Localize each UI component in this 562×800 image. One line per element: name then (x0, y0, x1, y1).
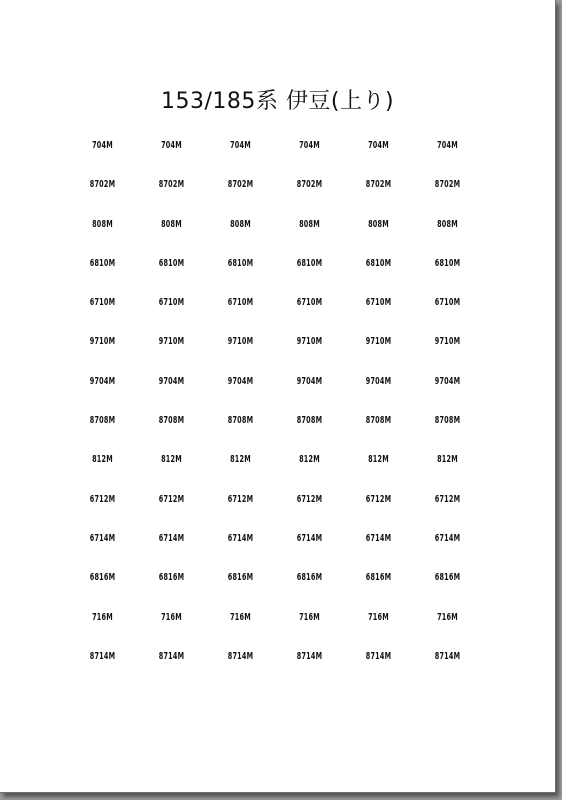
train-number-label: 6712M (89, 493, 116, 505)
train-number-label: 716M (92, 611, 113, 623)
train-number-label: 9704M (227, 375, 254, 387)
train-number-label: 8708M (434, 415, 461, 427)
train-number-label: 6712M (158, 493, 185, 505)
train-number-label: 812M (299, 454, 320, 466)
train-number-label: 9710M (365, 336, 392, 348)
train-number-label: 812M (92, 454, 113, 466)
train-number-label: 6816M (296, 572, 323, 584)
train-number-label: 6712M (365, 493, 392, 505)
train-number-label: 8714M (89, 650, 116, 662)
train-number-label: 8702M (296, 179, 323, 191)
train-number-label: 9710M (227, 336, 254, 348)
train-number-label: 8702M (89, 179, 116, 191)
train-number-label: 704M (92, 140, 113, 151)
train-number-label: 6810M (227, 257, 254, 269)
train-number-label: 6810M (89, 257, 116, 269)
train-number-label: 8714M (365, 650, 392, 662)
train-number-label: 8702M (227, 179, 254, 191)
train-number-label: 9704M (89, 375, 116, 387)
train-number-label: 6816M (158, 572, 185, 584)
train-number-label: 6714M (434, 532, 461, 544)
train-number-label: 8708M (296, 415, 323, 427)
train-number-label: 716M (299, 611, 320, 623)
train-number-label: 8714M (434, 650, 461, 662)
train-number-label: 6714M (365, 532, 392, 544)
train-number-label: 8714M (227, 650, 254, 662)
train-number-label: 6710M (365, 297, 392, 309)
train-number-label: 6714M (296, 532, 323, 544)
train-number-label: 704M (437, 140, 458, 151)
train-number-label: 6714M (158, 532, 185, 544)
train-number-label: 812M (437, 454, 458, 466)
label-grid (68, 139, 482, 689)
train-number-label: 704M (230, 140, 251, 151)
train-number-label: 808M (299, 218, 320, 230)
train-number-label: 808M (230, 218, 251, 230)
train-number-label: 704M (161, 140, 182, 151)
train-number-label: 6710M (158, 297, 185, 309)
train-number-label: 8702M (434, 179, 461, 191)
train-number-label: 716M (230, 611, 251, 623)
train-number-label: 9704M (158, 375, 185, 387)
train-number-label: 9710M (434, 336, 461, 348)
train-number-label: 8702M (158, 179, 185, 191)
train-number-label: 9710M (89, 336, 116, 348)
train-number-label: 6714M (227, 532, 254, 544)
train-number-label: 8708M (227, 415, 254, 427)
train-number-label: 716M (161, 611, 182, 623)
train-number-label: 808M (92, 218, 113, 230)
train-number-label: 8708M (89, 415, 116, 427)
train-number-label: 704M (368, 140, 389, 151)
train-number-label: 9704M (296, 375, 323, 387)
train-number-label: 716M (437, 611, 458, 623)
train-number-label: 6810M (296, 257, 323, 269)
train-number-label: 812M (230, 454, 251, 466)
page-title: 153/185系 伊豆(上り) (160, 89, 395, 114)
train-number-label: 8708M (158, 415, 185, 427)
train-number-label: 716M (368, 611, 389, 623)
train-number-label: 6810M (158, 257, 185, 269)
train-number-label: 8708M (365, 415, 392, 427)
train-number-label: 704M (299, 140, 320, 151)
train-number-label: 808M (161, 218, 182, 230)
train-number-label: 8714M (158, 650, 185, 662)
train-number-label: 808M (368, 218, 389, 230)
train-number-label: 6710M (434, 297, 461, 309)
train-number-label: 6712M (434, 493, 461, 505)
train-number-label: 6712M (227, 493, 254, 505)
train-number-label: 6710M (227, 297, 254, 309)
train-number-label: 6816M (89, 572, 116, 584)
train-number-label: 6816M (227, 572, 254, 584)
train-number-label: 6816M (365, 572, 392, 584)
train-number-label: 6810M (365, 257, 392, 269)
train-number-label: 8714M (296, 650, 323, 662)
train-number-label: 9704M (434, 375, 461, 387)
train-number-label: 808M (437, 218, 458, 230)
train-number-label: 9704M (365, 375, 392, 387)
train-number-label: 9710M (296, 336, 323, 348)
train-number-label: 812M (368, 454, 389, 466)
train-number-label: 6710M (296, 297, 323, 309)
train-number-label: 6810M (434, 257, 461, 269)
train-number-label: 6712M (296, 493, 323, 505)
train-number-label: 6714M (89, 532, 116, 544)
train-number-label: 9710M (158, 336, 185, 348)
train-number-label: 6816M (434, 572, 461, 584)
train-number-label: 812M (161, 454, 182, 466)
train-number-label: 6710M (89, 297, 116, 309)
train-number-label: 8702M (365, 179, 392, 191)
